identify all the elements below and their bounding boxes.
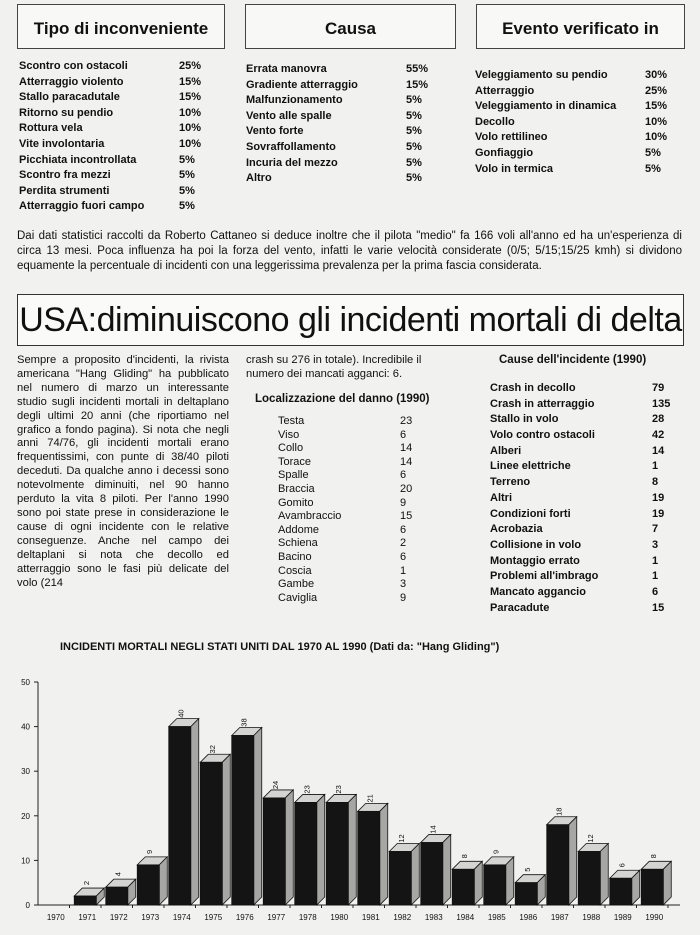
row-label: Stallo paracadutale	[19, 91, 120, 104]
bar-side	[254, 728, 262, 905]
row-label: Acrobazia	[490, 523, 543, 536]
bar-side	[506, 857, 514, 905]
row-value: 1	[652, 554, 659, 567]
x-tick-label: 1972	[109, 913, 128, 922]
row-value: 6	[652, 585, 659, 598]
data-label: 12	[397, 834, 407, 843]
data-label: 8	[649, 854, 659, 859]
row-label: Gomito	[278, 496, 314, 509]
row-value: 5%	[179, 169, 195, 182]
data-label: 12	[586, 834, 596, 843]
row-label: Altro	[246, 172, 272, 185]
article-column-1: Sempre a proposito d'incidenti, la rivista americana "Hang Gliding" ha pubblicato nel numero di marzo un interessante studio sugli incidenti mortali in deltaplano degli ultimi 20 anni (che riportiamo nel grafico a fondo pagina). Si nota che negli anni 74/76, gli incidenti mortali erano frequentissimi, con punte di 38/40 piloti deceduti. Da qualche anno i decessi sono notevolmente diminuiti, nel 90 hanno perduto la vita 8 piloti. Per l'anno 1990 sono poi state prese in considerazione le cause di ogni incidente con le relative conseguenze. Anche nel campo dei deltaplani si nota che decollo ed atterraggio sono le fasi più delicate del volo (214	[17, 354, 229, 589]
bar	[358, 811, 380, 905]
row-label: Incuria del mezzo	[246, 156, 338, 169]
row-label: Veleggiamento su pendio	[475, 69, 608, 81]
row-value: 1	[652, 570, 659, 583]
row-value: 135	[652, 397, 671, 410]
bar	[515, 883, 537, 905]
bar	[295, 802, 317, 905]
intro-paragraph: Dai dati statistici raccolti da Roberto Cattaneo si deduce inoltre che il pilota "medio" fa 166 voli all'anno ed ha un'esperienza di circa 13 mesi. Poca influenza ha poi la forza del vento, infatti le varie velocità considerate (0/5; 5/15;15/25 kmh) si dividono equamente la percentuale di incidenti con una leggerissima prevalenza per la prima fascia considerata.	[17, 230, 682, 272]
row-label: Vento forte	[246, 125, 304, 138]
row-value: 6	[400, 469, 407, 482]
row-label: Atterraggio fuori campo	[19, 200, 145, 213]
row-value: 14	[652, 444, 665, 457]
x-tick-label: 1982	[393, 913, 412, 922]
row-label: Gambe	[278, 578, 315, 591]
row-value: 5%	[645, 162, 661, 175]
x-tick-label: 1974	[172, 913, 191, 922]
row-value: 1	[400, 564, 407, 577]
bar	[547, 825, 569, 905]
causes-title: Cause dell'incidente (1990)	[499, 354, 647, 366]
row-value: 25%	[645, 84, 668, 97]
bar-side	[569, 817, 577, 905]
chart-title: INCIDENTI MORTALI NEGLI STATI UNITI DAL 1970 AL 1990 (Dati da: "Hang Gliding")	[60, 641, 500, 653]
row-value: 10%	[645, 131, 668, 144]
row-label: Scontro fra mezzi	[19, 169, 111, 182]
data-label: 6	[617, 863, 627, 868]
row-label: Atterraggio violento	[19, 75, 124, 88]
data-label: 5	[523, 867, 533, 872]
row-label: Picchiata incontrollata	[19, 153, 137, 166]
bar-side	[317, 794, 325, 905]
data-label: 14	[428, 825, 438, 834]
row-value: 5%	[406, 172, 422, 185]
bar	[389, 851, 411, 905]
row-value: 25%	[179, 60, 202, 72]
row-label: Vite involontaria	[19, 137, 105, 150]
row-value: 5%	[406, 94, 422, 107]
row-value: 1	[652, 460, 659, 473]
row-label: Condizioni forti	[490, 507, 571, 520]
row-value: 9	[400, 496, 407, 509]
x-tick-label: 1985	[487, 913, 506, 922]
row-value: 42	[652, 429, 665, 442]
row-value: 20	[400, 482, 413, 495]
bar	[74, 896, 96, 905]
bar-side	[285, 790, 293, 905]
headline: USA:diminuiscono gli incidenti mortali di delta	[19, 301, 682, 339]
y-tick-label: 20	[21, 811, 30, 821]
row-label: Montaggio errato	[490, 554, 580, 567]
row-label: Crash in atterraggio	[490, 397, 595, 410]
bar-side	[443, 835, 451, 905]
row-label: Atterraggio	[475, 84, 535, 97]
bar-side	[663, 861, 671, 905]
x-tick-label: 1988	[582, 913, 601, 922]
y-tick-label: 40	[21, 722, 30, 732]
row-value: 15%	[179, 91, 202, 104]
x-tick-label: 1971	[78, 913, 97, 922]
x-tick-label: 1970	[46, 913, 65, 922]
row-label: Errata manovra	[246, 63, 327, 75]
row-value: 9	[400, 591, 407, 604]
row-value: 7	[652, 523, 659, 536]
row-label: Addome	[278, 523, 319, 536]
row-value: 15	[652, 601, 665, 614]
row-label: Sovraffollamento	[246, 140, 336, 153]
row-value: 5%	[645, 146, 661, 159]
y-tick-label: 50	[21, 678, 30, 687]
bar-side	[474, 861, 482, 905]
row-label: Vento alle spalle	[246, 109, 332, 122]
row-value: 15%	[179, 75, 202, 88]
bar	[263, 798, 285, 905]
article-column-2: crash su 276 in totale). Incredibile il numero dei mancati agganci: 6.	[246, 354, 422, 380]
row-value: 15	[400, 510, 413, 523]
bar	[578, 851, 600, 905]
row-label: Crash in decollo	[490, 382, 576, 394]
row-label: Paracadute	[490, 601, 550, 614]
x-tick-label: 1977	[267, 913, 286, 922]
x-tick-label: 1984	[456, 913, 475, 922]
bar-side	[380, 803, 388, 905]
row-value: 3	[400, 578, 407, 591]
row-label: Veleggiamento in dinamica	[475, 100, 617, 113]
bar	[452, 869, 474, 905]
x-tick-label: 1973	[141, 913, 160, 922]
bar	[326, 802, 348, 905]
bar	[610, 878, 632, 905]
table-header-evento: Evento verificato in	[502, 19, 659, 38]
bar-side	[191, 719, 199, 905]
bar-side	[222, 754, 230, 905]
bar	[106, 887, 128, 905]
x-tick-label: 1975	[204, 913, 223, 922]
row-value: 19	[652, 491, 665, 504]
bar	[641, 869, 663, 905]
bar-side	[348, 794, 356, 905]
row-value: 5%	[406, 125, 422, 138]
row-label: Collisione in volo	[490, 538, 582, 551]
row-value: 19	[652, 507, 665, 520]
damage-title: Localizzazione del danno (1990)	[255, 393, 430, 405]
x-tick-label: 1989	[613, 913, 632, 922]
x-tick-label: 1980	[330, 913, 349, 922]
data-label: 2	[82, 880, 92, 886]
y-tick-label: 30	[21, 767, 30, 777]
data-label: 38	[239, 718, 249, 727]
x-tick-label: 1978	[298, 913, 317, 922]
row-value: 8	[652, 476, 659, 489]
data-label: 21	[365, 794, 375, 803]
data-label: 23	[302, 785, 312, 794]
row-label: Braccia	[278, 482, 315, 495]
data-label: 40	[176, 709, 186, 718]
row-value: 55%	[406, 63, 429, 75]
y-tick-label: 0	[25, 901, 30, 910]
row-label: Mancato aggancio	[490, 585, 586, 598]
row-value: 15%	[645, 100, 668, 113]
row-label: Torace	[278, 455, 312, 468]
row-value: 5%	[179, 153, 195, 166]
row-value: 10%	[645, 115, 668, 128]
row-label: Scontro con ostacoli	[19, 60, 128, 72]
row-label: Altri	[490, 491, 512, 504]
row-label: Bacino	[278, 550, 312, 563]
row-label: Volo contro ostacoli	[490, 429, 595, 442]
row-label: Volo rettilineo	[475, 131, 548, 144]
row-value: 10%	[179, 137, 202, 150]
bar-side	[411, 843, 419, 905]
table-header-tipo: Tipo di inconveniente	[33, 19, 209, 38]
row-label: Ritorno su pendio	[19, 106, 114, 119]
bar	[484, 865, 506, 905]
row-value: 14	[400, 442, 413, 455]
row-value: 15%	[406, 78, 429, 91]
row-label: Schiena	[278, 537, 318, 550]
row-label: Linee elettriche	[490, 460, 571, 473]
row-value: 6	[400, 428, 407, 441]
data-label: 4	[113, 872, 123, 877]
row-value: 79	[652, 382, 665, 394]
x-tick-label: 1976	[235, 913, 254, 922]
row-label: Volo in termica	[475, 162, 554, 175]
row-label: Stallo in volo	[490, 413, 559, 426]
data-label: 23	[334, 785, 344, 794]
row-label: Gradiente atterraggio	[246, 78, 358, 91]
row-value: 14	[400, 455, 413, 468]
row-label: Collo	[278, 442, 304, 455]
x-tick-label: 1987	[550, 913, 569, 922]
bar-side	[159, 857, 167, 905]
row-label: Spalle	[278, 469, 309, 482]
data-label: 8	[460, 854, 470, 859]
row-label: Terreno	[490, 476, 531, 489]
x-tick-label: 1983	[424, 913, 443, 922]
row-value: 10%	[179, 106, 202, 119]
row-label: Avambraccio	[278, 510, 342, 523]
row-value: 5%	[406, 140, 422, 153]
row-label: Viso	[278, 428, 300, 441]
row-value: 30%	[645, 69, 668, 81]
row-label: Rottura vela	[19, 122, 83, 135]
bar	[421, 843, 443, 905]
data-label: 24	[271, 780, 281, 790]
row-value: 10%	[179, 122, 202, 135]
row-value: 6	[400, 523, 407, 536]
row-label: Decollo	[475, 115, 515, 128]
x-tick-label: 1981	[361, 913, 380, 922]
row-value: 5%	[179, 200, 195, 213]
x-tick-label: 1986	[519, 913, 538, 922]
data-label: 18	[554, 807, 564, 816]
row-value: 2	[400, 537, 407, 550]
row-value: 5%	[179, 184, 195, 197]
row-value: 5%	[406, 156, 422, 169]
row-label: Coscia	[278, 564, 312, 577]
row-label: Caviglia	[278, 591, 318, 604]
bar-side	[600, 843, 608, 905]
row-label: Testa	[278, 415, 305, 427]
row-value: 3	[652, 538, 659, 551]
row-label: Gonfiaggio	[475, 146, 534, 159]
data-label: 9	[145, 849, 155, 854]
row-label: Malfunzionamento	[246, 94, 343, 107]
bar	[137, 865, 159, 905]
row-value: 28	[652, 413, 665, 426]
row-value: 23	[400, 415, 413, 427]
bar	[200, 762, 222, 905]
data-label: 9	[491, 849, 501, 854]
data-label: 32	[208, 745, 218, 754]
y-tick-label: 10	[21, 856, 30, 866]
row-value: 6	[400, 550, 407, 563]
x-tick-label: 1990	[645, 913, 664, 922]
row-label: Alberi	[490, 444, 522, 457]
row-label: Problemi all'imbrago	[490, 570, 599, 583]
row-label: Perdita strumenti	[19, 184, 110, 197]
row-value: 5%	[406, 109, 422, 122]
bar	[169, 727, 191, 905]
bar	[232, 736, 254, 905]
table-header-causa: Causa	[324, 19, 377, 38]
